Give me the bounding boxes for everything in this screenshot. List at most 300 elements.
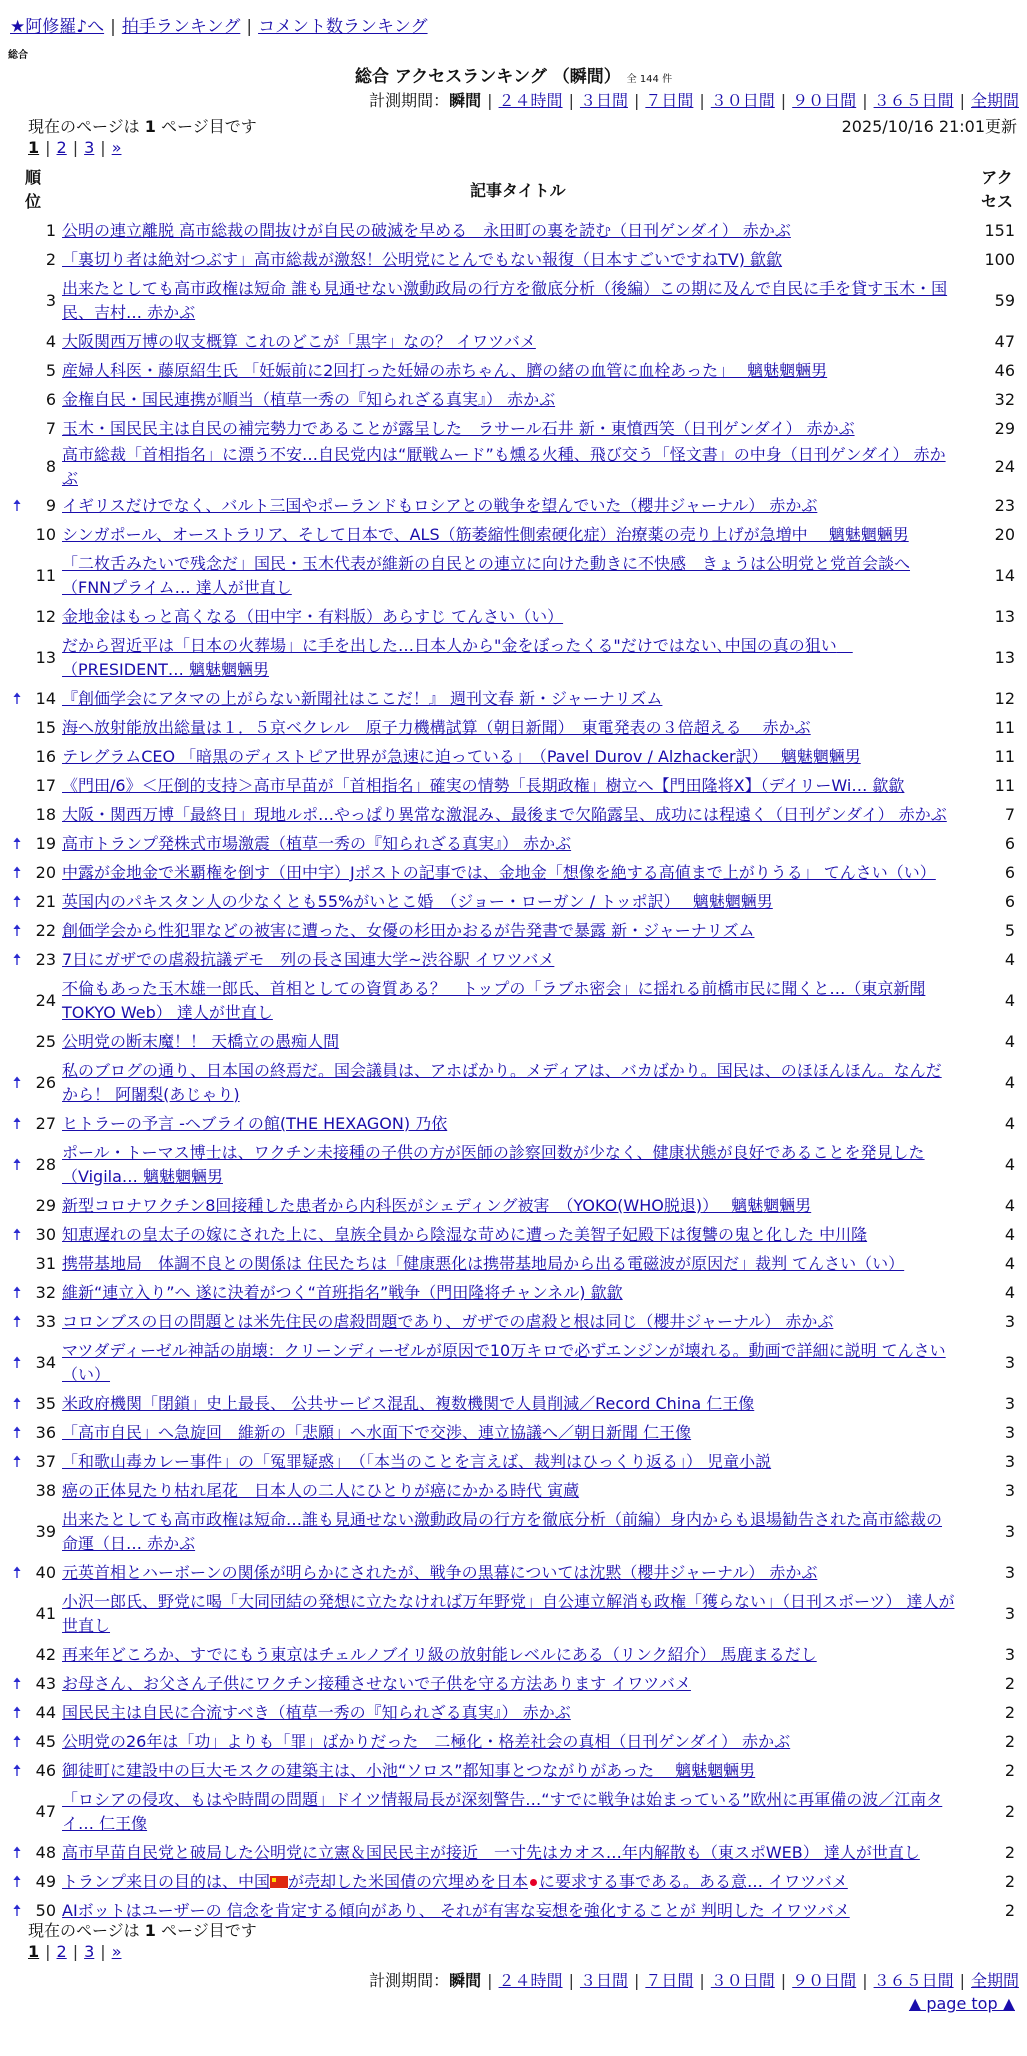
rank-arrow-cell xyxy=(6,520,28,549)
article-title-link[interactable]: 不倫もあった玉木雄一郎氏、首相としての資質ある？ トップの「ラブホ密会」に揺れる前橋市民に聞くと…（東京新聞TOKYO Web） 達人が世直し xyxy=(62,978,926,1022)
rank-number: 10 xyxy=(35,524,56,544)
period-link[interactable]: ３日間 xyxy=(579,1971,628,1990)
article-title-cell xyxy=(60,602,955,631)
period-link[interactable]: ２４時間 xyxy=(498,91,563,110)
article-title-link[interactable]: 「二枚舌みたいで残念だ」国民・玉木代表が維新の自民との連立に向けた動きに不快感 きょうは公明党と党首会談へ（FNNプライム… 達人が世直し xyxy=(62,553,911,597)
article-title-link[interactable]: 出来たとしても高市政権は短命…誰も見通せない激動政局の行方を徹底分析（前編）身内からも退場勧告された高市総裁の命運（日… 赤かぶ xyxy=(62,1509,943,1553)
rank-arrow-cell xyxy=(6,1587,28,1640)
period-current: 瞬間 xyxy=(449,91,482,110)
access-count: 32 xyxy=(994,389,1015,409)
rank-up-arrow-icon: 🠅 xyxy=(12,1842,22,1862)
access-count: 7 xyxy=(1004,804,1015,824)
access-count: 3 xyxy=(1004,1393,1015,1413)
access-count: 2 xyxy=(1004,1760,1015,1780)
comment-ranking-link[interactable]: コメント数ランキング xyxy=(258,17,428,37)
rank-number: 27 xyxy=(35,1113,56,1133)
access-count: 3 xyxy=(1004,1562,1015,1582)
article-title-link[interactable]: トランプ来日の目的は、中国 が売却した米国債の穴埋めを日本 に要求する事である。ある意… イワツバメ xyxy=(62,1871,848,1891)
pager-next-link[interactable]: » xyxy=(111,1942,122,1961)
ranking-row xyxy=(6,1698,1021,1727)
article-title-cell xyxy=(60,887,955,916)
article-title-cell xyxy=(60,385,955,414)
rank-arrow-cell xyxy=(6,549,28,602)
period-separator: | xyxy=(862,1971,868,1990)
article-title-link[interactable]: 7日にガザでの虐殺抗議デモ 列の長さ国連大学~渋谷駅 イワツバメ xyxy=(62,949,555,969)
rank-up-arrow-icon: 🠅 xyxy=(12,1352,22,1372)
period-link[interactable]: ３日間 xyxy=(579,91,628,110)
rank-arrow-cell xyxy=(6,274,28,327)
article-title-link[interactable]: ポール・トーマス博士は、ワクチン未接種の子供の方が医師の診察回数が少なく、健康状態が良好であることを発見した（Vigila… 魑魅魍魎男 xyxy=(62,1142,925,1186)
ranking-row xyxy=(6,1220,1021,1249)
period-separator: | xyxy=(780,1971,787,1990)
article-title-link[interactable]: 知恵遅れの皇太子の嫁にされた上に、皇族全員から陰湿な苛めに遭った美智子妃殿下は復讐の鬼と化した 中川隆 xyxy=(62,1224,868,1244)
ranking-row xyxy=(6,1640,1021,1669)
rank-up-arrow-icon: 🠅 xyxy=(12,1393,22,1413)
rank-up-arrow-icon: 🠅 xyxy=(12,949,22,969)
article-title-cell xyxy=(60,327,955,356)
period-link[interactable]: ３０日間 xyxy=(710,91,775,110)
period-separator: | xyxy=(568,1971,574,1990)
rank-number: 17 xyxy=(35,775,56,795)
rank-number: 6 xyxy=(45,389,56,409)
period-separator: | xyxy=(487,1971,493,1990)
article-title-cell xyxy=(60,1191,955,1220)
access-count: 12 xyxy=(994,688,1015,708)
access-count: 4 xyxy=(1004,1224,1015,1244)
page-info-prefix: 現在のページは xyxy=(28,1921,140,1940)
rank-up-arrow-icon: 🠅 xyxy=(12,688,22,708)
article-title-cell xyxy=(60,1220,955,1249)
title-column-header: 記事タイトル xyxy=(470,181,566,200)
rank-number: 9 xyxy=(45,495,56,515)
page-info-number: 1 xyxy=(144,1921,156,1940)
access-count: 2 xyxy=(1004,1801,1015,1821)
ranking-row xyxy=(6,858,1021,887)
ranking-row xyxy=(6,245,1021,274)
article-title-link[interactable]: 私のブログの通り、日本国の終焉だ。国会議員は、アホばかり。メディアは、バカばかり。国民は、のほほんほん。なんだから！ 阿闍梨(あじゃり) xyxy=(62,1060,942,1104)
rank-arrow-cell xyxy=(6,1249,28,1278)
rank-arrow-cell xyxy=(6,245,28,274)
article-title-link[interactable]: だから習近平は「日本の火葬場」に手を出した…日本人から"金をぼったくる"だけではない､中国の真の狙い （PRESIDENT… 魑魅魍魎男 xyxy=(62,635,853,679)
rank-number: 50 xyxy=(35,1900,56,1920)
rank-column-header: 順位 xyxy=(24,168,41,211)
pager-bottom xyxy=(28,1942,121,1961)
article-title-cell xyxy=(60,858,955,887)
ranking-row xyxy=(6,1505,1021,1558)
article-title-link[interactable]: 携帯基地局 体調不良との関係は 住民たちは「健康悪化は携帯基地局から出る電磁波が原因だ」裁判 てんさい（い） xyxy=(62,1253,905,1273)
article-title-link[interactable]: シンガポール、オーストラリア、そして日本で、ALS（筋萎縮性側索硬化症）治療薬の売り上げが急増中 魑魅魍魎男 xyxy=(62,524,909,544)
article-title-cell xyxy=(60,1756,955,1785)
rank-number: 2 xyxy=(45,249,56,269)
rank-arrow-cell xyxy=(6,327,28,356)
access-count: 3 xyxy=(1004,1603,1015,1623)
rank-up-arrow-icon: 🠅 xyxy=(12,1311,22,1331)
access-count: 47 xyxy=(994,331,1015,351)
article-title-link[interactable]: 「ロシアの侵攻、もはや時間の問題」ドイツ情報局長が深刻警告…“すでに戦争は始まっている”欧州に再軍備の波／江南タイ… 仁王像 xyxy=(62,1789,943,1833)
pager-page-link[interactable]: 3 xyxy=(84,1942,95,1961)
article-title-link[interactable]: 創価学会から性犯罪などの被害に遭った、女優の杉田かおるが告発書で暴露 新・ジャーナリズム xyxy=(62,920,755,940)
article-title-link[interactable]: イギリスだけでなく、バルト三国やポーランドもロシアとの戦争を望んでいた（櫻井ジャーナル） 赤かぶ xyxy=(62,495,818,515)
ranking-row xyxy=(6,549,1021,602)
access-count: 4 xyxy=(1004,1031,1015,1051)
article-title-cell xyxy=(60,216,955,245)
article-title-cell xyxy=(60,684,955,713)
article-title-cell xyxy=(60,1867,955,1896)
rank-number: 22 xyxy=(35,920,56,940)
access-count: 4 xyxy=(1004,1154,1015,1174)
ranking-row xyxy=(6,1476,1021,1505)
period-link[interactable]: ９０日間 xyxy=(792,91,857,110)
ranking-row xyxy=(6,1249,1021,1278)
article-title-cell xyxy=(60,1056,955,1109)
access-count: 11 xyxy=(994,717,1015,737)
article-title-cell xyxy=(60,916,955,945)
rank-arrow-cell xyxy=(6,1785,28,1838)
access-count: 3 xyxy=(1004,1352,1015,1372)
period-separator: | xyxy=(633,1971,640,1990)
access-count: 2 xyxy=(1004,1702,1015,1722)
rank-number: 20 xyxy=(35,862,56,882)
article-title-cell xyxy=(60,1838,955,1867)
period-separator: | xyxy=(568,91,574,110)
rank-number: 15 xyxy=(35,717,56,737)
access-count: 2 xyxy=(1004,1900,1015,1920)
article-title-link[interactable]: 維新“連立入り”へ 遂に決着がつく“首班指名”戦争（門田隆将チャンネル) 歙歙 xyxy=(62,1282,623,1302)
rank-arrow-cell xyxy=(6,443,28,491)
article-title-cell xyxy=(60,1558,955,1587)
rank-arrow-cell xyxy=(6,216,28,245)
rank-number: 37 xyxy=(35,1451,56,1471)
period-link[interactable]: ３６５日間 xyxy=(873,1971,954,1990)
access-count: 4 xyxy=(1004,1113,1015,1133)
rank-up-arrow-icon: 🠅 xyxy=(12,1422,22,1442)
access-count: 2 xyxy=(1004,1731,1015,1751)
rank-up-arrow-icon: 🠅 xyxy=(12,1224,22,1244)
rank-number: 47 xyxy=(35,1801,56,1821)
article-title-link[interactable]: 『創価学会にアタマの上がらない新聞社はここだ！』 週刊文春 新・ジャーナリズム xyxy=(62,688,663,708)
article-title-cell xyxy=(60,1505,955,1558)
rank-number: 38 xyxy=(35,1480,56,1500)
asyura-home-link[interactable]: ★阿修羅♪へ xyxy=(10,17,105,37)
period-link[interactable]: ７日間 xyxy=(645,1971,694,1990)
period-separator: | xyxy=(699,1971,705,1990)
article-title-cell xyxy=(60,356,955,385)
article-title-link[interactable]: 金地金はもっと高くなる（田中宇・有料版）あらすじ てんさい（い） xyxy=(62,606,564,626)
article-title-link[interactable]: 英国内のパキスタン人の少なくとも55%がいとこ婚 （ジョー・ローガン / トッポ訳） 魑魅魍魎男 xyxy=(62,891,773,911)
ranking-row xyxy=(6,800,1021,829)
access-count: 20 xyxy=(994,524,1015,544)
rank-up-arrow-icon: 🠅 xyxy=(12,1731,22,1751)
rank-number: 42 xyxy=(35,1644,56,1664)
article-title-link[interactable]: テレグラムCEO 「暗黒のディストピア世界が急速に迫っている」 （Pavel Durov / Alzhacker訳） 魑魅魍魎男 xyxy=(62,746,861,766)
article-title-cell xyxy=(60,414,955,443)
access-count: 13 xyxy=(994,647,1015,667)
ranking-row xyxy=(6,1669,1021,1698)
rank-number: 43 xyxy=(35,1673,56,1693)
period-separator: | xyxy=(862,91,868,110)
access-count: 6 xyxy=(1004,891,1015,911)
page-info-bottom xyxy=(28,1918,257,1941)
article-title-cell xyxy=(60,974,955,1027)
period-separator: | xyxy=(959,91,965,110)
access-count: 11 xyxy=(994,775,1015,795)
ranking-row xyxy=(6,1785,1021,1838)
article-title-cell xyxy=(60,631,955,684)
article-title-cell xyxy=(60,1447,955,1476)
article-title-link[interactable]: 金権自民・国民連携が順当（植草一秀の『知られざる真実』） 赤かぶ xyxy=(62,389,556,409)
article-title-link[interactable]: 元英首相とハーボーンの関係が明らかにされたが、戦争の黒幕については沈黙（櫻井ジャーナル） 赤かぶ xyxy=(62,1562,818,1582)
page-info-number: 1 xyxy=(144,117,156,136)
rank-up-arrow-icon: 🠅 xyxy=(12,1760,22,1780)
page-info-prefix: 現在のページは xyxy=(28,117,140,136)
rank-number: 46 xyxy=(35,1760,56,1780)
ranking-row xyxy=(6,713,1021,742)
article-title-cell xyxy=(60,1027,955,1056)
article-title-cell xyxy=(60,1476,955,1505)
rank-number: 12 xyxy=(35,606,56,626)
rank-number: 4 xyxy=(45,331,56,351)
article-title-link[interactable]: お母さん、お父さん子供にワクチン接種させないで子供を守る方法あります イワツバメ xyxy=(62,1673,691,1693)
rank-arrow-cell xyxy=(6,713,28,742)
page-title: 総合 アクセスランキング （瞬間） xyxy=(354,67,621,87)
nav-separator: | xyxy=(110,17,116,37)
article-title-cell xyxy=(60,1138,955,1191)
pager-page-link[interactable]: 2 xyxy=(56,1942,67,1961)
access-count: 59 xyxy=(994,290,1015,310)
ranking-row xyxy=(6,974,1021,1027)
period-link[interactable]: ３０日間 xyxy=(710,1971,775,1990)
article-title-link[interactable]: 玉木・国民民主は自民の補完勢力であることが露呈した ラサール石井 新・東憤西笑（日刊ゲンダイ） 赤かぶ xyxy=(62,418,855,438)
ranking-row xyxy=(6,1056,1021,1109)
article-title-link[interactable]: AIボットはユーザーの 信念を肯定する傾向があり、 それが有害な妄想を強化することが 判明した イワツバメ xyxy=(62,1900,850,1920)
access-count: 3 xyxy=(1004,1311,1015,1331)
total-count: 全 144 件 xyxy=(626,74,673,85)
rank-number: 19 xyxy=(35,833,56,853)
ranking-row xyxy=(6,520,1021,549)
article-title-link[interactable]: 公明の連立離脱 高市総裁の間抜けが自民の破滅を早める 永田町の裏を読む（日刊ゲンダイ） 赤かぶ xyxy=(62,220,791,240)
rank-number: 1 xyxy=(45,220,56,240)
period-link[interactable]: 全期間 xyxy=(970,1971,1019,1990)
pager-page-link[interactable]: 2 xyxy=(56,138,67,157)
article-title-link[interactable]: 高市トランプ発株式市場激震（植草一秀の『知られざる真実』） 赤かぶ xyxy=(62,833,572,853)
rank-number: 35 xyxy=(35,1393,56,1413)
rank-number: 5 xyxy=(45,360,56,380)
article-title-link[interactable]: コロンブスの日の問題とは米先住民の虐殺問題であり、ガザでの虐殺と根は同じ（櫻井ジャーナル） 赤かぶ xyxy=(62,1311,834,1331)
article-title-link[interactable]: マツダディーゼル神話の崩壊：クリーンディーゼルが原因で10万キロで必ずエンジンが壊れる。動画で詳細に説明 てんさい（い） xyxy=(62,1340,946,1384)
article-title-cell xyxy=(60,800,955,829)
period-selector-top xyxy=(369,88,1019,111)
article-title-link[interactable]: 《門田/6》＜圧倒的支持＞高市早苗が「首相指名」確実の情勢「長期政権」樹立へ【門田隆将X】（デイリーWi… 歙歙 xyxy=(62,775,905,795)
article-title-cell xyxy=(60,245,955,274)
article-title-link[interactable]: 大阪・関西万博「最終日」現地ルポ…やっぱり異常な激混み、最後まで欠陥露呈、成功には程遠く（日刊ゲンダイ） 赤かぶ xyxy=(62,804,947,824)
pager-separator: | xyxy=(45,138,51,157)
period-separator: | xyxy=(633,91,640,110)
article-title-cell xyxy=(60,1109,955,1138)
rank-number: 29 xyxy=(35,1195,56,1215)
rank-up-arrow-icon: 🠅 xyxy=(12,833,22,853)
ranking-row xyxy=(6,1447,1021,1476)
article-title-cell xyxy=(60,549,955,602)
ranking-row xyxy=(6,887,1021,916)
period-link[interactable]: ７日間 xyxy=(645,91,694,110)
article-title-cell xyxy=(60,1249,955,1278)
article-title-cell xyxy=(60,1278,955,1307)
rank-arrow-cell xyxy=(6,602,28,631)
nav-separator: | xyxy=(246,17,253,37)
rank-number: 11 xyxy=(35,565,56,585)
article-title-cell xyxy=(60,1669,955,1698)
article-title-link[interactable]: 米政府機関「閉鎖」史上最長、 公共サービス混乱、複数機関で人員削減／Record China 仁王像 xyxy=(62,1393,755,1413)
rank-up-arrow-icon: 🠅 xyxy=(12,1154,22,1174)
article-title-link[interactable]: 高市総裁「首相指名」に漂う不安…自民党内は“厭戦ムード”も燻る火種、飛び交う「怪文書」の中身（日刊ゲンダイ） 赤かぶ xyxy=(62,445,946,488)
rank-number: 23 xyxy=(35,949,56,969)
rank-number: 32 xyxy=(35,1282,56,1302)
ranking-row xyxy=(6,1418,1021,1447)
ranking-row xyxy=(6,1587,1021,1640)
article-title-cell xyxy=(60,1307,955,1336)
access-count: 11 xyxy=(994,746,1015,766)
access-count: 23 xyxy=(994,495,1015,515)
page-info-suffix: ページ目です xyxy=(161,1921,257,1940)
period-link[interactable]: ３６５日間 xyxy=(873,91,954,110)
period-label: 計測期間： xyxy=(369,1971,450,1990)
access-count: 6 xyxy=(1004,862,1015,882)
article-title-cell xyxy=(60,713,955,742)
rank-number: 7 xyxy=(45,418,56,438)
rank-arrow-cell xyxy=(6,771,28,800)
access-count: 13 xyxy=(994,606,1015,626)
rank-arrow-cell xyxy=(6,1476,28,1505)
access-count: 6 xyxy=(1004,833,1015,853)
article-title-link[interactable]: 御徒町に建設中の巨大モスクの建築主は、小池“ソロス”都知事とつながりがあった 魑魅魍魎男 xyxy=(62,1760,756,1780)
access-count: 14 xyxy=(994,565,1015,585)
ranking-row xyxy=(6,829,1021,858)
article-title-cell xyxy=(60,491,955,520)
access-count: 4 xyxy=(1004,1072,1015,1092)
article-title-cell xyxy=(60,1785,955,1838)
period-link[interactable]: ２４時間 xyxy=(498,1971,563,1990)
rank-up-arrow-icon: 🠅 xyxy=(12,862,22,882)
pager-next-link[interactable]: » xyxy=(111,138,122,157)
access-count: 2 xyxy=(1004,1842,1015,1862)
rank-up-arrow-icon: 🠅 xyxy=(12,1562,22,1582)
period-separator: | xyxy=(487,91,493,110)
rank-arrow-cell xyxy=(6,1505,28,1558)
period-separator: | xyxy=(699,91,705,110)
ranking-row xyxy=(6,1867,1021,1896)
article-title-cell xyxy=(60,1587,955,1640)
access-count: 100 xyxy=(984,249,1015,269)
ranking-row xyxy=(6,274,1021,327)
rank-arrow-cell xyxy=(6,1640,28,1669)
article-title-link[interactable]: 出来たとしても高市政権は短命 誰も見通せない激動政局の行方を徹底分析（後編）この期に及んで自民に手を貸す玉木・国民、吉村… 赤かぶ xyxy=(62,278,948,322)
rank-up-arrow-icon: 🠅 xyxy=(12,920,22,940)
rank-number: 14 xyxy=(35,688,56,708)
article-title-cell xyxy=(60,1727,955,1756)
rank-arrow-cell xyxy=(6,800,28,829)
rank-number: 40 xyxy=(35,1562,56,1582)
article-title-link[interactable]: 「裏切り者は絶対つぶす」高市総裁が激怒！公明党にとんでもない報復（日本すごいですねTV) 歙歙 xyxy=(62,249,783,269)
article-title-link[interactable]: 高市早苗自民党と破局した公明党に立憲＆国民民主が接近 一寸先はカオス…年内解散も（東スポWEB） 達人が世直し xyxy=(62,1842,920,1862)
ranking-row xyxy=(6,1307,1021,1336)
rank-number: 21 xyxy=(35,891,56,911)
rank-arrow-cell xyxy=(6,742,28,771)
ranking-row xyxy=(6,945,1021,974)
article-title-cell xyxy=(60,520,955,549)
ranking-row xyxy=(6,1389,1021,1418)
applause-ranking-link[interactable]: 拍手ランキング xyxy=(121,17,241,37)
rank-number: 8 xyxy=(45,457,56,476)
article-title-link[interactable]: 新型コロナワクチン8回接種した患者から内科医がシェディング被害 （YOKO(WHO脱退)） 魑魅魍魎男 xyxy=(62,1195,812,1215)
rank-number: 13 xyxy=(35,647,56,667)
ranking-row xyxy=(6,631,1021,684)
article-title-link[interactable]: ヒトラーの予言 -ヘブライの館(THE HEXAGON) 乃依 xyxy=(62,1113,448,1133)
article-title-link[interactable]: 産婦人科医・藤原紹生氏 「妊娠前に2回打った妊婦の赤ちゃん、臍の緒の血管に血栓あった」 魑魅魍魎男 xyxy=(62,360,828,380)
article-title-link[interactable]: 癌の正体見たり枯れ尾花 日本人の二人にひとりが癌にかかる時代 寅蔵 xyxy=(62,1480,580,1500)
access-count: 4 xyxy=(1004,949,1015,969)
ranking-row xyxy=(6,1727,1021,1756)
rank-number: 24 xyxy=(35,990,56,1010)
article-title-cell xyxy=(60,443,955,491)
access-count: 4 xyxy=(1004,990,1015,1010)
ranking-row xyxy=(6,1027,1021,1056)
rank-up-arrow-icon: 🠅 xyxy=(12,495,22,515)
article-title-link[interactable]: 大阪関西万博の収支概算 これのどこが「黒字」なの？ イワツバメ xyxy=(62,331,536,351)
period-link[interactable]: ９０日間 xyxy=(792,1971,857,1990)
pager-page-link[interactable]: 3 xyxy=(84,138,95,157)
rank-number: 31 xyxy=(35,1253,56,1273)
ranking-row xyxy=(6,1109,1021,1138)
ranking-row xyxy=(6,602,1021,631)
access-count: 5 xyxy=(1004,920,1015,940)
rank-up-arrow-icon: 🠅 xyxy=(12,1451,22,1471)
pager-separator: | xyxy=(72,138,79,157)
period-link[interactable]: 全期間 xyxy=(970,91,1019,110)
rank-number: 18 xyxy=(35,804,56,824)
access-count: 4 xyxy=(1004,1282,1015,1302)
page-top-link[interactable]: ▲ page top ▲ xyxy=(908,1994,1015,2013)
rank-arrow-cell xyxy=(6,631,28,684)
article-title-link[interactable]: 海へ放射能放出総量は１．５京ベクレル 原子力機構試算（朝日新聞） 東電発表の３倍超える 赤かぶ xyxy=(62,717,811,737)
ranking-row xyxy=(6,916,1021,945)
rank-number: 28 xyxy=(35,1154,56,1174)
article-title-link[interactable]: 公明党の26年は「功」よりも「罪」ばかりだった 二極化・格差社会の真相（日刊ゲンダイ） 赤かぶ xyxy=(62,1731,791,1751)
article-title-link[interactable]: 中露が金地金で米覇権を倒す（田中宇）Jポストの記事では、金地金「想像を絶する高値まで上がりうる」 てんさい（い） xyxy=(62,862,936,882)
rank-number: 48 xyxy=(35,1842,56,1862)
pager-separator: | xyxy=(100,1942,106,1961)
access-count: 4 xyxy=(1004,1253,1015,1273)
rank-arrow-cell xyxy=(6,974,28,1027)
rank-number: 16 xyxy=(35,746,56,766)
article-title-link[interactable]: 国民民主は自民に合流すべき（植草一秀の『知られざる真実』） 赤かぶ xyxy=(62,1702,571,1722)
access-count: 29 xyxy=(994,418,1015,438)
article-title-link[interactable]: 公明党の断末魔！！ 天橋立の愚痴人間 xyxy=(62,1031,340,1051)
article-title-link[interactable]: 小沢一郎氏、野党に喝「大同団結の発想に立たなければ万年野党」自公連立解消も政権「獲らない」（日刊スポーツ） 達人が世直し xyxy=(62,1591,955,1635)
access-count: 151 xyxy=(984,220,1015,240)
ranking-row xyxy=(6,216,1021,245)
article-title-link[interactable]: 再来年どころか、すでにもう東京はチェルノブイリ級の放射能レベルにある（リンク紹介） 馬鹿まるだし xyxy=(62,1644,817,1664)
access-count: 3 xyxy=(1004,1521,1015,1541)
access-count: 24 xyxy=(994,457,1015,476)
article-title-cell xyxy=(60,829,955,858)
article-title-link[interactable]: 「高市自民」へ急旋回 維新の「悲願」へ水面下で交渉、連立協議へ／朝日新聞 仁王像 xyxy=(62,1422,692,1442)
article-title-link[interactable]: 「和歌山毒カレー事件」の「冤罪疑惑」 （「本当のことを言えば、裁判はひっくり返る」） 児童小説 xyxy=(62,1451,772,1471)
rank-number: 3 xyxy=(45,290,56,310)
ranking-row xyxy=(6,1191,1021,1220)
category-label: 総合 xyxy=(8,50,28,61)
top-navigation xyxy=(10,12,428,37)
rank-arrow-cell xyxy=(6,356,28,385)
